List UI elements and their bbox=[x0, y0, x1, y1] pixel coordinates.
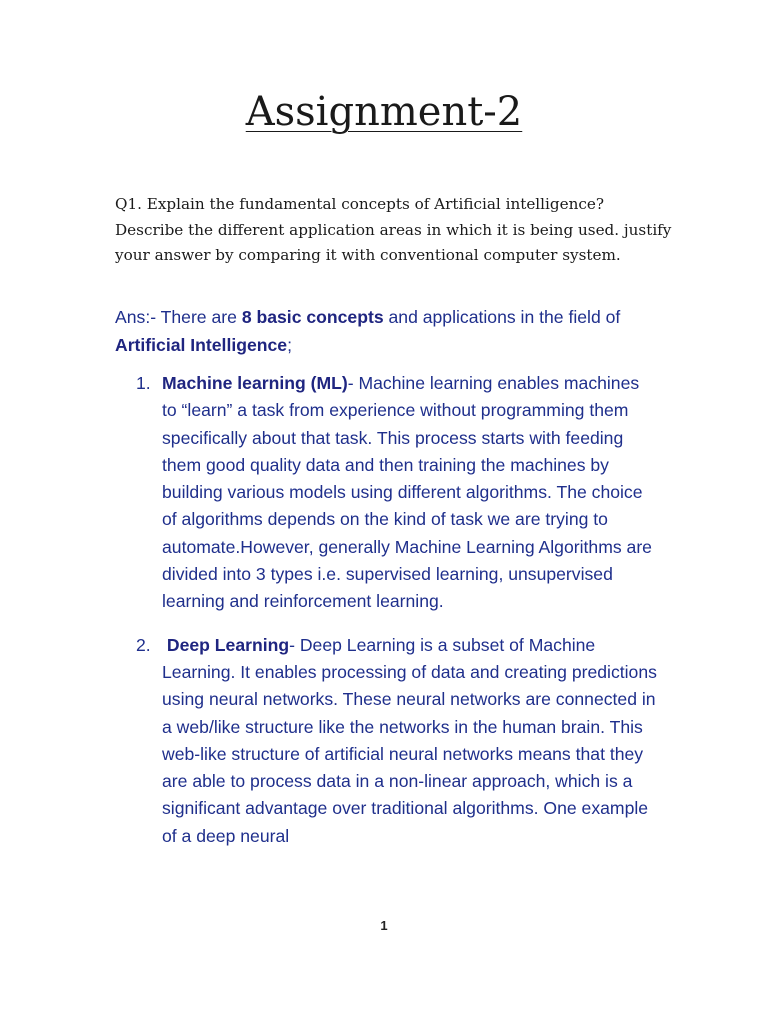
page-number: 1 bbox=[380, 918, 388, 933]
list-item-number: 1. bbox=[136, 373, 151, 393]
answer-suffix: ; bbox=[287, 334, 292, 355]
answer-prefix: Ans:- There are bbox=[115, 307, 242, 327]
list-item-text: - Machine learning enables machines to “learn” a task from experience without programming them specifically about that task. This process starts with feeding them good quality data and then training the machines by building various models using different algorithms. The choice of algorithms depends on the kind of task we are trying to automate.However, generally Machine Learning Algorithms are divided into 3 types i.e. supervised learning, unsupervised learning and reinforcement learning. bbox=[162, 373, 652, 612]
title-text: Assignment-2 bbox=[245, 89, 523, 135]
page-title bbox=[0, 88, 768, 136]
list-item-term: Machine learning (ML) bbox=[162, 373, 348, 393]
answer-middle: and applications in the field of bbox=[383, 307, 621, 327]
list-item bbox=[0, 632, 768, 850]
answer-intro bbox=[115, 304, 675, 359]
question-text: Q1. Explain the fundamental concepts of Artificial intelligence? Describe the different application areas in which it is being used. justify your answer by comparing it with conventional computer system. bbox=[115, 195, 672, 264]
list-item-text: - Deep Learning is a subset of Machine Learning. It enables processing of data and creating predictions using neural networks. These neural networks are connected in a web/like structure like the networks in the human brain. This web-like structure of artificial neural networks means that they are able to process data in a non-linear approach, which is a significant advantage over traditional algorithms. One example of a deep neural bbox=[162, 634, 657, 846]
concepts-list bbox=[0, 370, 768, 866]
answer-bold-concepts: 8 basic concepts bbox=[241, 307, 384, 327]
list-item bbox=[0, 370, 768, 616]
list-item-term: Deep Learning bbox=[166, 634, 290, 655]
list-item-number: 2. bbox=[136, 634, 151, 655]
answer-bold-ai: Artificial Intelligence bbox=[115, 334, 288, 355]
list-item-body bbox=[162, 370, 657, 616]
list-item-body bbox=[162, 632, 657, 850]
